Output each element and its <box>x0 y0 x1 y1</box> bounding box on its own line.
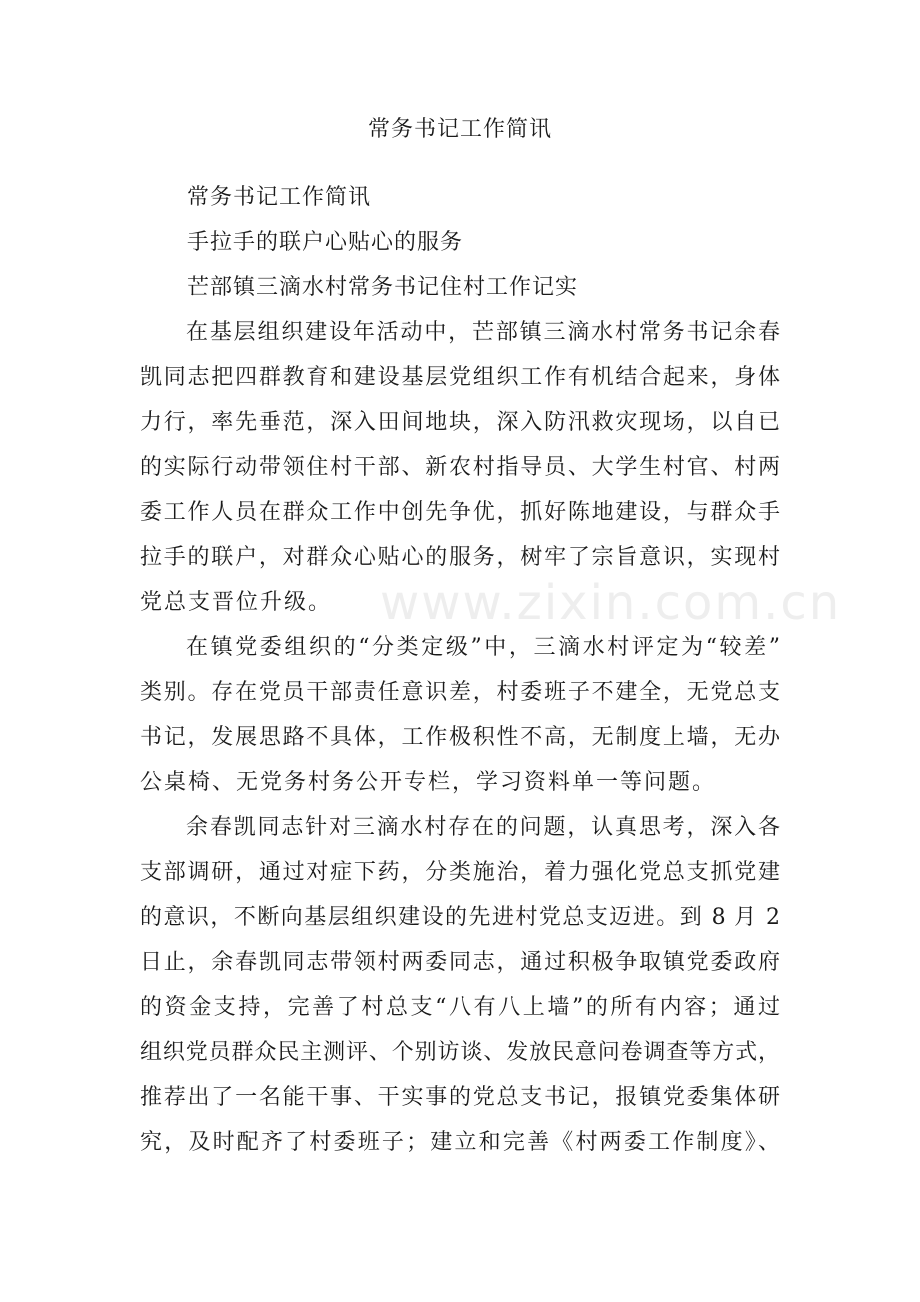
paragraph-line: 凯同志把四群教育和建设基层党组织工作有机结合起来，身体 <box>140 365 780 390</box>
paragraph-line: 日止，余春凯同志带领村两委同志，通过积极争取镇党委政府 <box>140 950 780 975</box>
heading-2: 手拉手的联户心贴心的服务 <box>187 230 464 255</box>
paragraph-line: 余春凯同志针对三滴水村存在的问题，认真思考，深入各 <box>186 815 780 840</box>
paragraph-line: 究，及时配齐了村委班子；建立和完善《村两委工作制度》、 <box>140 1130 780 1155</box>
paragraph-line: 公桌椅、无党务村务公开专栏，学习资料单一等问题。 <box>140 770 717 795</box>
watermark: www.zixin.com.cn <box>380 575 842 631</box>
paragraph-line: 类别。存在党员干部责任意识差，村委班子不建全，无党总支 <box>140 680 780 705</box>
paragraph-line: 推荐出了一名能干事、干实事的党总支书记，报镇党委集体研 <box>140 1085 780 1110</box>
document-title: 常务书记工作简讯 <box>367 117 552 142</box>
paragraph-line: 书记，发展思路不具体，工作极积性不高，无制度上墙，无办 <box>140 725 780 750</box>
paragraph-line: 在基层组织建设年活动中，芒部镇三滴水村常务书记余春 <box>186 320 780 345</box>
paragraph-line: 拉手的联户，对群众心贴心的服务，树牢了宗旨意识，实现村 <box>140 545 780 570</box>
paragraph-line: 力行，率先垂范，深入田间地块，深入防汛救灾现场，以自已 <box>140 410 780 435</box>
heading-1: 常务书记工作简讯 <box>187 185 372 210</box>
paragraph-line: 在镇党委组织的“分类定级”中，三滴水村评定为“较差” <box>186 635 780 660</box>
paragraph-line: 委工作人员在群众工作中创先争优，抓好陈地建设，与群众手 <box>140 500 780 525</box>
heading-3: 芒部镇三滴水村常务书记住村工作记实 <box>187 275 579 300</box>
paragraph-line: 党总支晋位升级。 <box>140 590 333 615</box>
paragraph-line: 的实际行动带领住村干部、新农村指导员、大学生村官、村两 <box>140 455 780 480</box>
paragraph-line: 组织党员群众民主测评、个别访谈、发放民意问卷调查等方式， <box>140 1040 780 1065</box>
paragraph-line: 支部调研，通过对症下药，分类施治，着力强化党总支抓党建 <box>140 860 780 885</box>
paragraph-line: 的意识，不断向基层组织建设的先进村党总支迈进。到 8 月 2 <box>140 905 780 930</box>
paragraph-line: 的资金支持，完善了村总支“八有八上墙”的所有内容；通过 <box>140 995 780 1020</box>
